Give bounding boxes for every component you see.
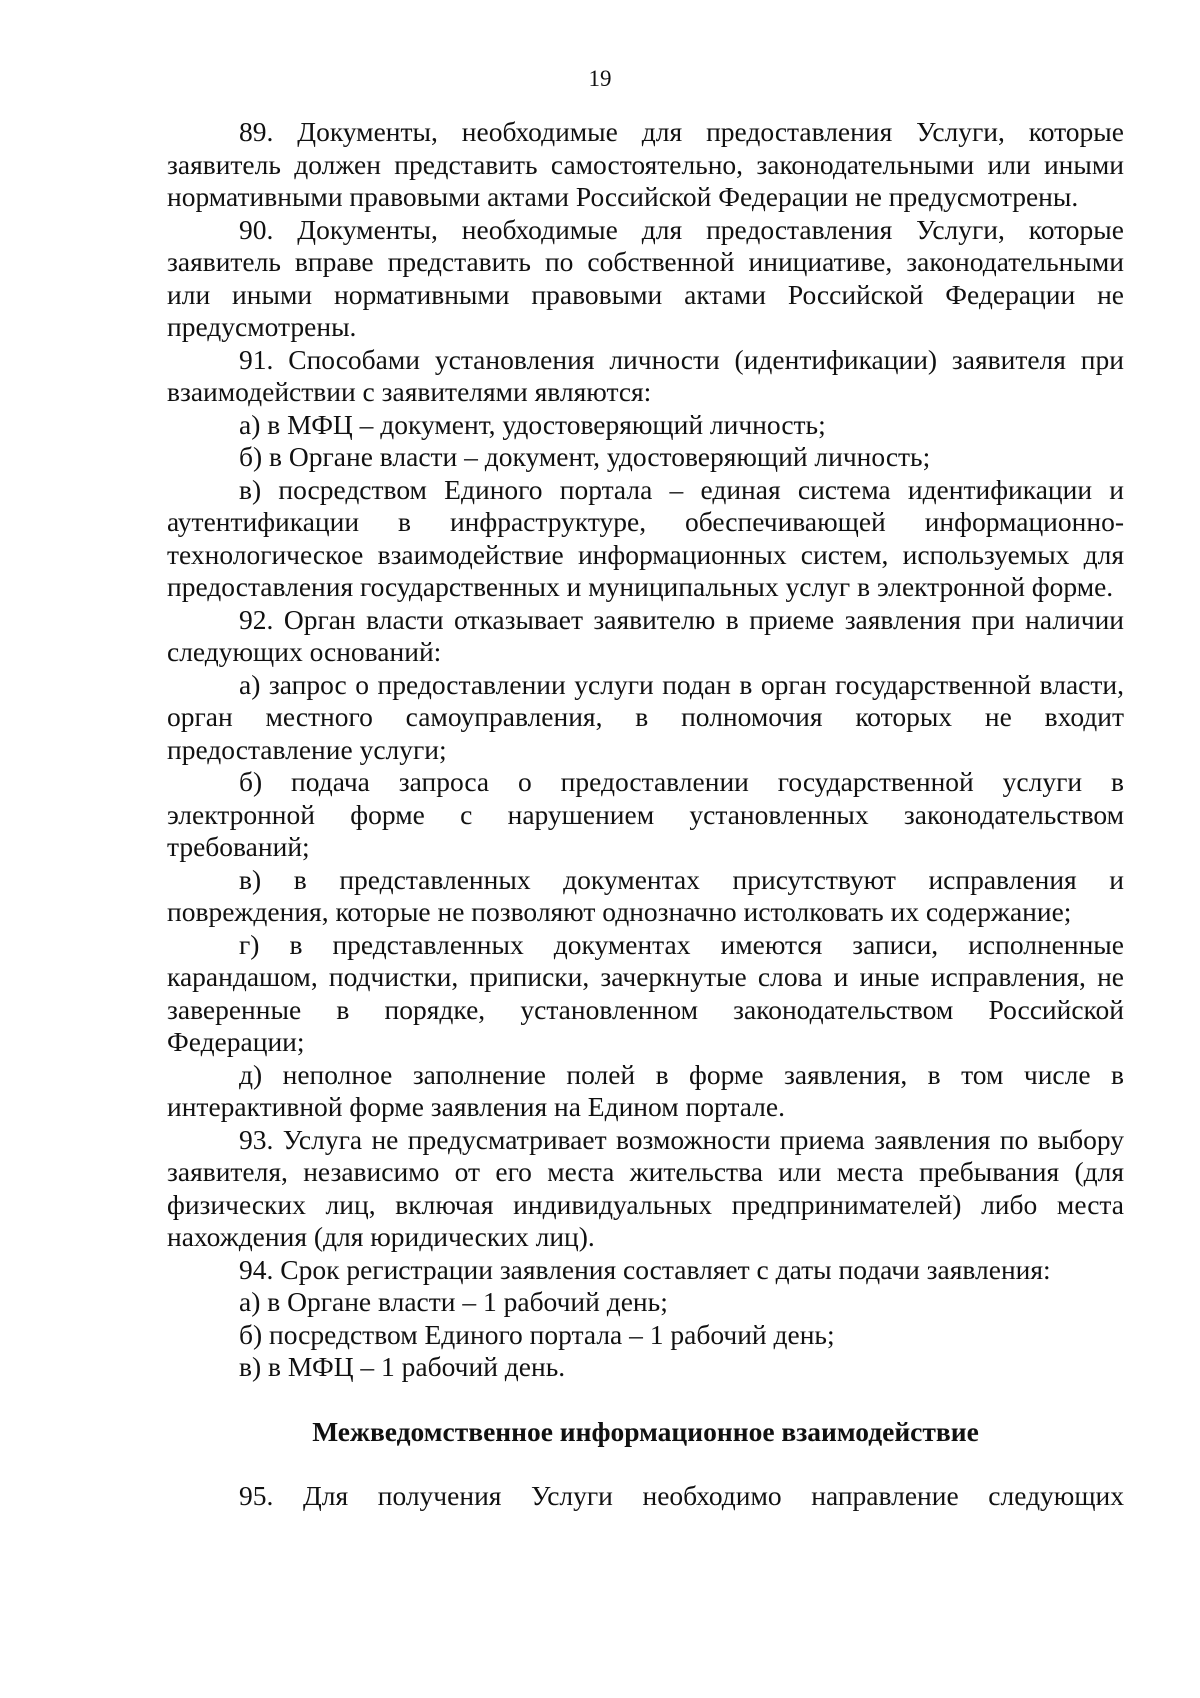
list-item-92-v: в) в представленных документах присутствуют исправления и повреждения, которые не позволяют однозначно истолковать их содержание; [167, 863, 1124, 927]
document-body [167, 116, 1124, 1513]
list-item-91-b: б) в Органе власти – документ, удостоверяющий личность; [239, 441, 931, 472]
section-heading: Межведомственное информационное взаимодействие [312, 1415, 979, 1447]
list-item-92-g: г) в представленных документах имеются записи, исполненные карандашом, подчистки, приписки, зачеркнутые слова и иные исправления, не заверенные в порядке, установленном законодательством Российской Федерации; [167, 928, 1124, 1057]
list-item-92-b: б) подача запроса о предоставлении государственной услуги в электронной форме с нарушением установленных законодательством требований; [167, 766, 1124, 862]
paragraph-92: 92. Орган власти отказывает заявителю в приеме заявления при наличии следующих оснований: [167, 603, 1124, 667]
paragraph-95: 95. Для получения Услуги необходимо направление следующих [239, 1480, 1124, 1511]
paragraph-91: 91. Способами установления личности (идентификации) заявителя при взаимодействии с заявителями являются: [167, 343, 1124, 407]
paragraph-94: 94. Срок регистрации заявления составляет с даты подачи заявления: [239, 1253, 1051, 1285]
list-item-94-v: в) в МФЦ – 1 рабочий день. [239, 1351, 566, 1382]
page-number: 19 [588, 66, 612, 91]
list-item-94-a: а) в Органе власти – 1 рабочий день; [239, 1286, 668, 1317]
list-item-92-d: д) неполное заполнение полей в форме заявления, в том числе в интерактивной форме заявления на Едином портале. [167, 1058, 1124, 1122]
paragraph-90: 90. Документы, необходимые для предоставления Услуги, которые заявитель вправе представить по собственной инициативе, законодательными или иными нормативными правовыми актами Российской Федерации не предусмотрены. [167, 213, 1124, 342]
list-item-94-b: б) посредством Единого портала – 1 рабочий день; [239, 1318, 835, 1350]
paragraph-93: 93. Услуга не предусматривает возможности приема заявления по выбору заявителя, независимо от его места жительства или места пребывания (для физических лиц, включая индивидуальных предпринимателей) либо места нахождения (для юридических лиц). [167, 1123, 1124, 1252]
list-item-91-v: в) посредством Единого портала – единая система идентификации и аутентификации в инфраструктуре, обеспечивающей информационно-технологическое взаимодействие информационных систем, используемых для предоставления государственных и муниципальных услуг в электронной форме. [167, 473, 1124, 602]
list-item-92-a: а) запрос о предоставлении услуги подан в орган государственной власти, орган местного самоуправления, в полномочия которых не входит предоставление услуги; [167, 668, 1124, 765]
list-item-91-a: а) в МФЦ – документ, удостоверяющий личность; [239, 408, 826, 440]
paragraph-89: 89. Документы, необходимые для предоставления Услуги, которые заявитель должен представить самостоятельно, законодательными или иными нормативными правовыми актами Российской Федерации не предусмотрены. [167, 116, 1124, 212]
